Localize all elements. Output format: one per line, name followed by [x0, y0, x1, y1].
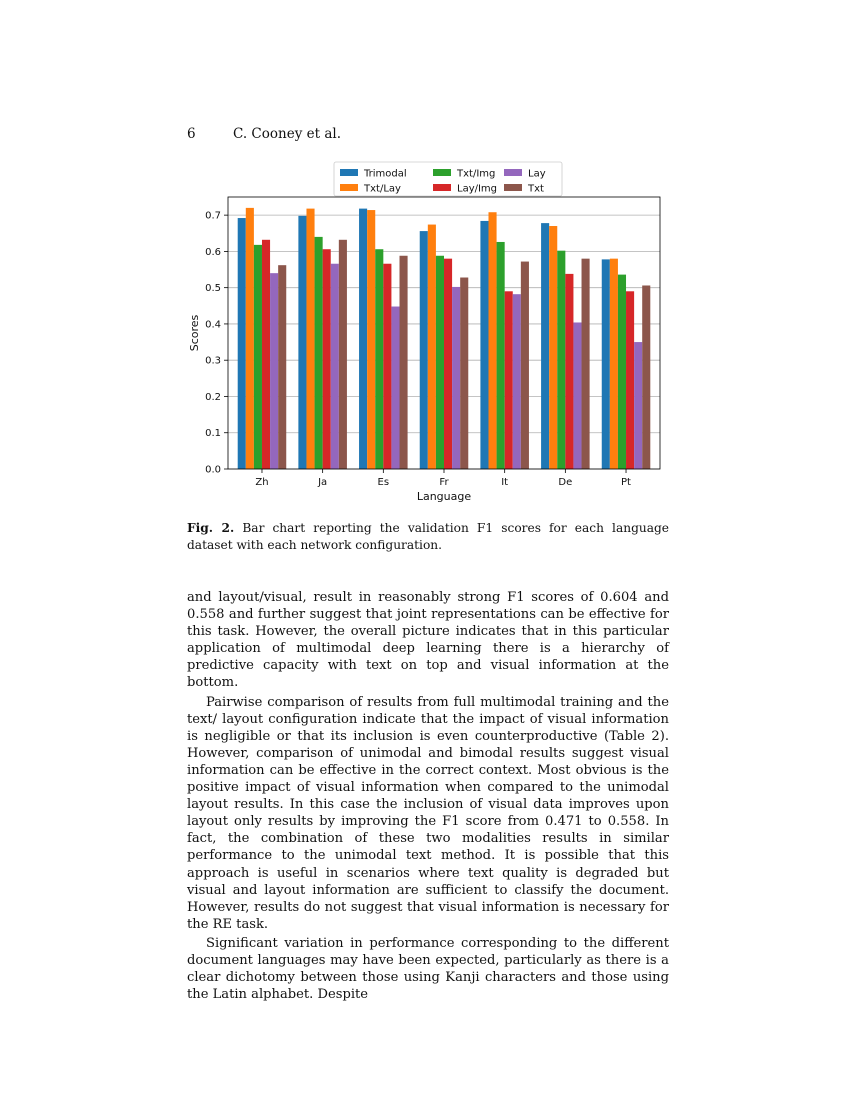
- bar: [444, 259, 452, 469]
- y-tick-label: 0.1: [205, 428, 221, 440]
- x-axis-label: Language: [416, 490, 472, 503]
- legend-swatch: [340, 184, 358, 191]
- page-number: 6: [187, 126, 196, 142]
- bar: [513, 294, 521, 469]
- legend-entry: Txt: [528, 183, 544, 195]
- bar: [634, 342, 642, 469]
- legend-swatch: [504, 169, 522, 176]
- bar: [557, 251, 565, 469]
- legend-swatch: [433, 169, 451, 176]
- bar: [298, 216, 306, 469]
- bar: [246, 208, 254, 469]
- legend-entry: Txt/Lay: [364, 183, 401, 195]
- y-tick-label: 0.7: [205, 210, 221, 222]
- bar: [497, 242, 505, 469]
- bar: [331, 264, 339, 469]
- y-tick-label: 0.4: [205, 319, 221, 331]
- bar: [488, 212, 496, 469]
- bar: [642, 285, 650, 469]
- bar: [618, 275, 626, 469]
- bar: [278, 265, 286, 469]
- x-tick-label: Ja: [318, 477, 328, 488]
- x-tick-label: De: [558, 477, 573, 488]
- bar: [383, 264, 391, 469]
- bar: [626, 291, 634, 469]
- bar: [452, 287, 460, 469]
- bar: [428, 225, 436, 469]
- figure-caption: [187, 520, 669, 554]
- bar: [306, 209, 314, 469]
- bar: [582, 259, 590, 469]
- bar: [565, 274, 573, 469]
- caption-label: Fig. 2.: [187, 521, 235, 535]
- bar: [420, 231, 428, 469]
- bar: [339, 240, 347, 469]
- bar: [602, 259, 610, 469]
- y-tick-label: 0.0: [205, 464, 221, 476]
- bar: [254, 245, 262, 469]
- body-text: [187, 589, 669, 1003]
- caption-text: Bar chart reporting the validation F1 scores for each language dataset with each network configuration.: [187, 521, 670, 552]
- bar: [315, 237, 323, 469]
- x-tick-label: It: [501, 477, 509, 488]
- x-tick-label: Zh: [255, 477, 269, 488]
- x-tick-label: Pt: [621, 477, 631, 488]
- bar: [367, 210, 375, 469]
- bar: [573, 322, 581, 469]
- bar: [521, 262, 529, 469]
- paragraph: Significant variation in performance corresponding to the different document languages may have been expected, particularly as there is a clear dichotomy between those using Kanji characters and those using the Latin alphabet. Despite: [187, 935, 669, 1003]
- bar: [480, 221, 488, 469]
- legend-swatch: [340, 169, 358, 176]
- y-axis-label: Scores: [188, 314, 201, 352]
- x-tick-label: Fr: [439, 477, 449, 488]
- legend-entry: Trimodal: [364, 168, 407, 180]
- bar: [436, 256, 444, 469]
- bar: [541, 223, 549, 469]
- bar: [375, 249, 383, 469]
- figure-bar-chart: [180, 158, 670, 510]
- bar: [610, 259, 618, 469]
- paragraph: Pairwise comparison of results from full multimodal training and the text/ layout configuration indicate that the impact of visual information is negligible or that its inclusion is even counterproductive (Table 2). However, comparison of unimodal and bimodal results suggest visual information can be effective in the correct context. Most obvious is the positive impact of visual information when compared to the unimodal layout results. In this case the inclusion of visual data improves upon layout only results by improving the F1 score from 0.471 to 0.558. In fact, the combination of these two modalities results in similar performance to the unimodal text method. It is possible that this approach is useful in scenarios where text quality is degraded but visual and layout information are sufficient to classify the document. However, results do not suggest that visual information is necessary for the RE task.: [187, 694, 669, 932]
- bar: [262, 240, 270, 469]
- bar: [391, 307, 399, 469]
- bar: [270, 273, 278, 469]
- bar: [359, 209, 367, 469]
- y-tick-label: 0.2: [205, 391, 221, 403]
- bar-chart: [180, 158, 670, 510]
- legend-entry: Lay: [528, 168, 546, 180]
- y-tick-label: 0.3: [205, 355, 221, 367]
- legend-entry: Lay/Img: [457, 183, 498, 195]
- legend-swatch: [433, 184, 451, 191]
- legend-swatch: [504, 184, 522, 191]
- bar: [460, 278, 468, 469]
- running-head: [187, 126, 341, 142]
- running-head-authors: C. Cooney et al.: [233, 126, 341, 142]
- bar: [238, 218, 246, 469]
- bar: [400, 256, 408, 469]
- x-tick-label: Es: [377, 477, 390, 488]
- y-tick-label: 0.5: [205, 283, 221, 295]
- y-tick-label: 0.6: [205, 246, 221, 258]
- paragraph: and layout/visual, result in reasonably strong F1 scores of 0.604 and 0.558 and further suggest that joint representations can be effective for this task. However, the overall picture indicates that in this particular application of multimodal deep learning there is a hierarchy of predictive capacity with text on top and visual information at the bottom.: [187, 590, 669, 691]
- legend-entry: Txt/Img: [457, 168, 496, 180]
- bar: [323, 249, 331, 469]
- bar: [505, 291, 513, 469]
- bar: [549, 226, 557, 469]
